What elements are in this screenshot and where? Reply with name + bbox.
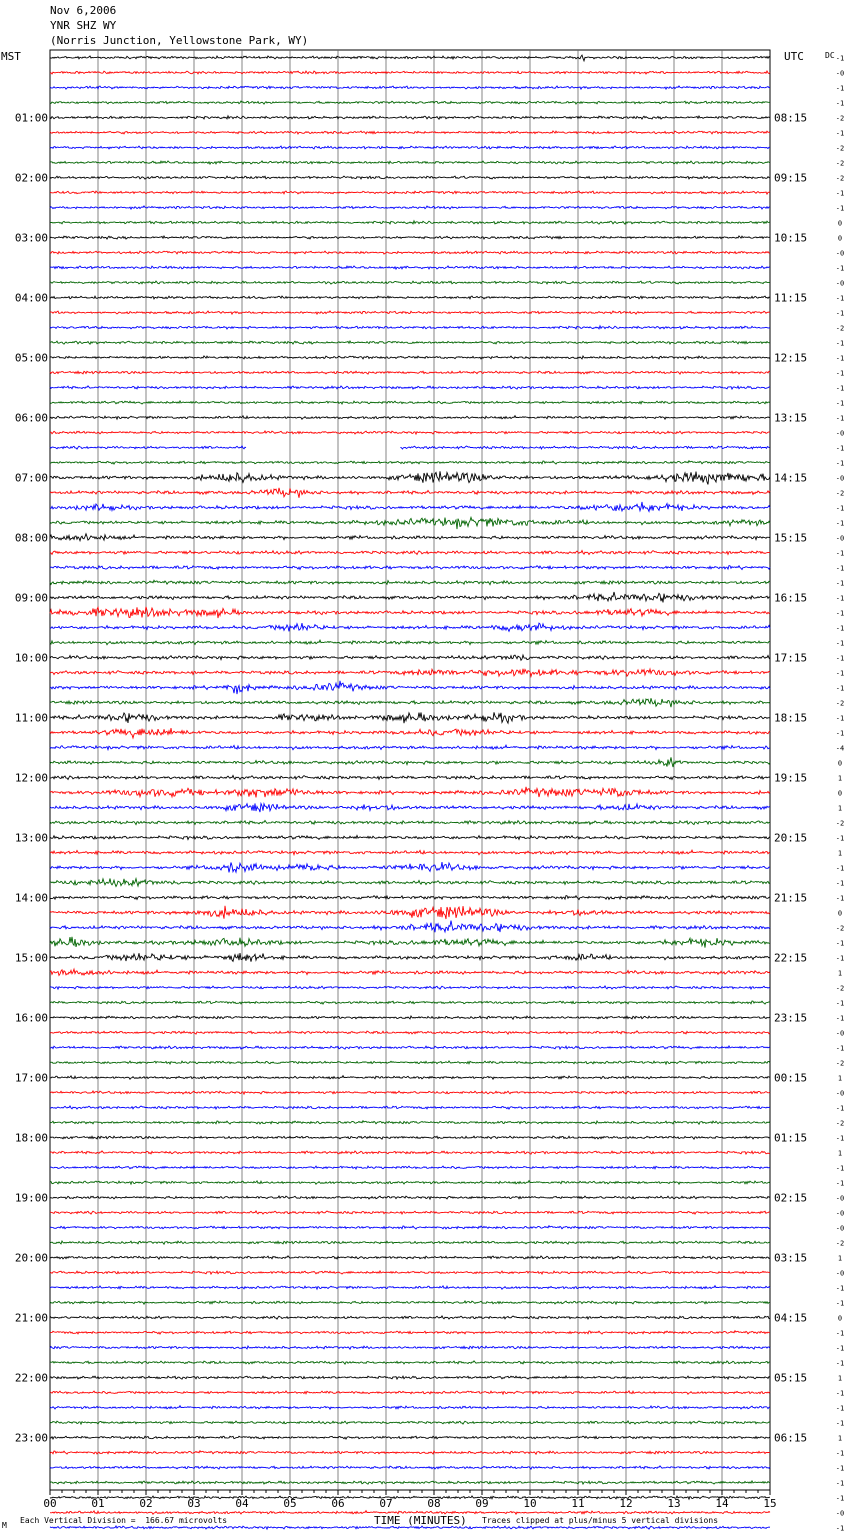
dc-offset-label: 0: [837, 219, 843, 228]
seismic-trace: [50, 1106, 770, 1109]
seismic-trace: [50, 221, 770, 224]
dc-offset-label: -1: [835, 1014, 845, 1023]
dc-offset-label: 1: [837, 804, 843, 813]
utc-hour-label: 00:15: [774, 1071, 808, 1085]
seismic-trace: [50, 431, 770, 434]
seismic-trace: [50, 1316, 770, 1319]
mst-hour-label: 20:00: [14, 1251, 48, 1265]
seismic-trace: [50, 757, 770, 767]
footer-mark: M: [2, 1521, 7, 1530]
seismic-trace: [50, 1301, 770, 1304]
seismic-trace: [50, 101, 770, 104]
dc-offset-label: -1: [835, 1359, 845, 1368]
dc-offset-label: -1: [835, 1479, 845, 1488]
seismic-trace: [50, 446, 246, 449]
dc-offset-label: -2: [835, 1059, 845, 1068]
seismic-trace: [50, 236, 770, 239]
mst-hour-label: 04:00: [14, 291, 48, 305]
dc-offset-label: -1: [835, 1464, 845, 1473]
dc-offset-label: -4: [835, 744, 845, 753]
dc-offset-label: -1: [835, 1389, 845, 1398]
seismic-trace: [50, 1466, 770, 1469]
seismic-trace: [50, 471, 770, 484]
dc-offset-label: -2: [835, 174, 845, 183]
seismic-trace: [50, 341, 770, 344]
seismic-trace: [50, 1331, 770, 1334]
seismic-trace: [50, 176, 770, 179]
dc-offset-label: -1: [835, 549, 845, 558]
seismic-trace: [50, 356, 770, 359]
dc-offset-label: 1: [837, 969, 843, 978]
dc-offset-label: -1: [835, 309, 845, 318]
dc-offset-label: -1: [835, 384, 845, 393]
dc-offset-label: -2: [835, 1119, 845, 1128]
dc-offset-label: -1: [835, 594, 845, 603]
utc-hour-label: 23:15: [774, 1011, 808, 1025]
x-tick-label: 01: [91, 1497, 105, 1510]
plot-frame: [50, 50, 770, 1490]
dc-offset-label: 0: [837, 789, 843, 798]
dc-offset-label: -1: [835, 1419, 845, 1428]
dc-offset-label: -1: [835, 1449, 845, 1458]
seismic-trace: [50, 371, 770, 374]
dc-offset-label: -0: [835, 534, 845, 543]
seismic-trace: [50, 1436, 770, 1439]
dc-offset-label: -1: [835, 669, 845, 678]
utc-hour-label: 11:15: [774, 291, 808, 305]
seismic-trace: [50, 1496, 770, 1499]
dc-offset-label: -1: [835, 204, 845, 213]
dc-offset-label: -2: [835, 1239, 845, 1248]
utc-hour-label: 04:15: [774, 1311, 808, 1325]
utc-hour-label: 16:15: [774, 591, 808, 605]
seismic-trace: [50, 906, 770, 919]
utc-hour-label: 20:15: [774, 831, 808, 845]
dc-offset-label: -1: [835, 1104, 845, 1113]
utc-axis-label: UTC: [784, 50, 804, 63]
station-location: (Norris Junction, Yellowstone Park, WY): [50, 34, 309, 47]
x-tick-label: 00: [43, 1497, 57, 1510]
mst-hour-label: 08:00: [14, 531, 48, 545]
seismic-trace: [50, 1451, 770, 1454]
seismic-trace: [50, 836, 770, 840]
scale-note: Each Vertical Division = 166.67 microvolts: [20, 1516, 228, 1525]
mst-hour-label: 01:00: [14, 111, 48, 125]
dc-offset-label: -1: [835, 999, 845, 1008]
x-tick-label: 10: [523, 1497, 537, 1510]
seismic-trace: [50, 712, 770, 723]
mst-hour-label: 06:00: [14, 411, 48, 425]
dc-offset-label: -1: [835, 444, 845, 453]
seismic-trace: [50, 55, 770, 61]
seismic-trace: [50, 550, 770, 554]
mst-hour-label: 18:00: [14, 1131, 48, 1145]
dc-offset-label: -1: [835, 639, 845, 648]
seismic-trace: [50, 1211, 770, 1214]
seismic-trace: [50, 296, 770, 299]
seismic-trace: [50, 1001, 770, 1004]
seismic-trace: [50, 1031, 770, 1034]
x-tick-label: 14: [715, 1497, 729, 1510]
utc-hour-label: 03:15: [774, 1251, 808, 1265]
dc-offset-label: 1: [837, 849, 843, 858]
seismic-trace: [50, 1286, 770, 1290]
dc-offset-label: -0: [835, 69, 845, 78]
seismic-trace: [50, 592, 770, 602]
seismic-trace: [50, 607, 770, 618]
seismic-trace: [50, 953, 770, 962]
seismic-trace: [50, 502, 770, 511]
dc-offset-label: -2: [835, 489, 845, 498]
mst-hour-label: 22:00: [14, 1371, 48, 1385]
utc-hour-label: 06:15: [774, 1431, 808, 1445]
utc-hour-label: 05:15: [774, 1371, 808, 1385]
utc-hour-label: 21:15: [774, 891, 808, 905]
dc-offset-label: -1: [835, 1524, 845, 1533]
dc-offset-label: -1: [835, 1494, 845, 1503]
seismic-trace: [50, 191, 770, 194]
seismic-trace: [50, 1406, 770, 1409]
seismic-trace: [50, 1151, 770, 1154]
dc-offset-label: -1: [835, 1179, 845, 1188]
mst-hour-label: 07:00: [14, 471, 48, 485]
seismic-trace: [50, 161, 770, 164]
dc-offset-label: -0: [835, 429, 845, 438]
seismic-trace: [50, 1226, 770, 1229]
seismic-trace: [50, 850, 770, 855]
utc-hour-label: 13:15: [774, 411, 808, 425]
seismic-trace: [50, 1256, 770, 1259]
dc-offset-label: -1: [835, 864, 845, 873]
dc-offset-label: -1: [835, 264, 845, 273]
seismic-trace: [50, 1391, 770, 1394]
dc-offset-label: -1: [835, 354, 845, 363]
dc-offset-label: -0: [835, 1509, 845, 1518]
dc-offset-label: -1: [835, 1329, 845, 1338]
x-axis-title: TIME (MINUTES): [374, 1514, 467, 1527]
seismic-trace: [50, 1136, 770, 1139]
seismic-trace: [50, 1376, 770, 1379]
x-tick-label: 09: [475, 1497, 489, 1510]
seismic-trace: [50, 775, 770, 779]
station-date: Nov 6,2006: [50, 4, 117, 17]
dc-offset-label: -1: [835, 414, 845, 423]
dc-offset-label: -1: [835, 84, 845, 93]
seismic-trace: [50, 416, 770, 420]
seismic-trace: [50, 1166, 770, 1169]
x-tick-label: 07: [379, 1497, 393, 1510]
seismic-trace: [50, 937, 770, 948]
seismic-trace: [50, 1076, 770, 1080]
x-tick-label: 05: [283, 1497, 297, 1510]
mst-hour-label: 21:00: [14, 1311, 48, 1325]
seismic-trace: [50, 921, 770, 933]
utc-hour-label: 08:15: [774, 111, 808, 125]
x-tick-label: 03: [187, 1497, 201, 1510]
dc-offset-label: 1: [837, 774, 843, 783]
dc-offset-label: 0: [837, 234, 843, 243]
mst-hour-label: 17:00: [14, 1071, 48, 1085]
mst-hour-label: 23:00: [14, 1431, 48, 1445]
mst-hour-label: 13:00: [14, 831, 48, 845]
seismic-trace: [50, 820, 770, 824]
seismic-trace: [50, 1271, 770, 1274]
dc-offset-label: -1: [835, 1164, 845, 1173]
seismic-trace: [50, 517, 770, 529]
seismic-trace: [50, 1196, 770, 1199]
mst-hour-label: 15:00: [14, 951, 48, 965]
x-tick-label: 04: [235, 1497, 249, 1510]
dc-offset-label: -1: [835, 54, 845, 63]
seismic-trace: [50, 206, 770, 209]
mst-hour-label: 02:00: [14, 171, 48, 185]
seismic-trace: [50, 146, 770, 149]
dc-offset-label: -1: [835, 519, 845, 528]
dc-offset-label: 1: [837, 1254, 843, 1263]
dc-offset-label: -0: [835, 1089, 845, 1098]
seismic-trace: [50, 1061, 770, 1064]
seismic-trace: [50, 986, 770, 989]
seismic-trace: [50, 1361, 770, 1364]
seismic-trace: [50, 1421, 770, 1424]
dc-offset-label: -1: [835, 189, 845, 198]
seismic-trace: [50, 281, 770, 284]
seismic-trace: [50, 655, 770, 660]
dc-offset-label: -1: [835, 339, 845, 348]
utc-hour-label: 19:15: [774, 771, 808, 785]
mst-hour-label: 10:00: [14, 651, 48, 665]
dc-offset-label: 1: [837, 1434, 843, 1443]
clip-note: Traces clipped at plus/minus 5 vertical divisions: [482, 1516, 719, 1525]
dc-offset-label: -0: [835, 1269, 845, 1278]
dc-offset-label: -1: [835, 714, 845, 723]
seismic-trace: [400, 446, 769, 449]
x-tick-label: 08: [427, 1497, 441, 1510]
dc-offset-label: 1: [837, 1149, 843, 1158]
seismic-trace: [50, 131, 770, 134]
dc-offset-label: -1: [835, 564, 845, 573]
station-code: YNR SHZ WY: [50, 19, 117, 32]
mst-hour-label: 19:00: [14, 1191, 48, 1205]
seismic-trace: [50, 326, 770, 329]
seismic-trace: [50, 862, 770, 872]
utc-hour-label: 12:15: [774, 351, 808, 365]
mst-hour-label: 03:00: [14, 231, 48, 245]
dc-offset-label: -1: [835, 894, 845, 903]
seismic-trace: [50, 251, 770, 254]
dc-offset-label: -1: [835, 1344, 845, 1353]
utc-hour-label: 10:15: [774, 231, 808, 245]
dc-offset-label: -1: [835, 834, 845, 843]
seismic-trace: [50, 728, 770, 738]
seismic-trace: [50, 623, 770, 631]
x-tick-label: 13: [667, 1497, 681, 1510]
seismic-trace: [50, 681, 770, 694]
dc-offset-label: -1: [835, 729, 845, 738]
utc-hour-label: 22:15: [774, 951, 808, 965]
dc-offset-label: -2: [835, 324, 845, 333]
dc-offset-label: 0: [837, 909, 843, 918]
x-tick-label: 06: [331, 1497, 345, 1510]
x-tick-label: 12: [619, 1497, 633, 1510]
dc-offset-label: -2: [835, 984, 845, 993]
utc-hour-label: 18:15: [774, 711, 808, 725]
dc-offset-label: 0: [837, 1314, 843, 1323]
seismic-trace: [50, 311, 770, 314]
seismic-trace: [50, 401, 770, 404]
dc-offset-label: -0: [835, 474, 845, 483]
seismic-trace: [50, 1046, 770, 1049]
dc-offset-label: -1: [835, 459, 845, 468]
seismic-trace: [50, 534, 770, 541]
dc-offset-label: -1: [835, 954, 845, 963]
seismic-trace: [50, 71, 770, 74]
utc-hour-label: 14:15: [774, 471, 808, 485]
seismic-trace: [50, 640, 770, 645]
dc-offset-label: -1: [835, 99, 845, 108]
seismic-trace: [50, 745, 770, 750]
dc-offset-label: -2: [835, 114, 845, 123]
mst-axis-label: MST: [1, 50, 21, 63]
utc-hour-label: 15:15: [774, 531, 808, 545]
seismic-trace: [50, 1091, 770, 1094]
mst-hour-label: 11:00: [14, 711, 48, 725]
dc-offset-label: -2: [835, 144, 845, 153]
dc-offset-label: -1: [835, 399, 845, 408]
dc-offset-label: -1: [835, 1044, 845, 1053]
dc-offset-label: -1: [835, 879, 845, 888]
dc-offset-label: -2: [835, 159, 845, 168]
utc-hour-label: 02:15: [774, 1191, 808, 1205]
dc-offset-label: -1: [835, 624, 845, 633]
dc-offset-label: -0: [835, 1224, 845, 1233]
dc-offset-label: -1: [835, 1134, 845, 1143]
seismic-trace: [50, 969, 770, 975]
utc-hour-label: 09:15: [774, 171, 808, 185]
x-tick-label: 15: [763, 1497, 777, 1510]
dc-offset-label: 1: [837, 1374, 843, 1383]
mst-hour-label: 12:00: [14, 771, 48, 785]
dc-offset-label: -2: [835, 819, 845, 828]
seismic-trace: [50, 669, 770, 677]
seismic-trace: [50, 266, 770, 269]
seismic-trace: [50, 1181, 770, 1185]
seismic-trace: [50, 1481, 770, 1484]
dc-offset-label: -1: [835, 1284, 845, 1293]
seismic-trace: [50, 580, 770, 584]
mst-hour-label: 09:00: [14, 591, 48, 605]
x-tick-label: 11: [571, 1497, 585, 1510]
dc-offset-label: 0: [837, 759, 843, 768]
dc-offset-label: -0: [835, 279, 845, 288]
seismic-trace: [50, 488, 770, 498]
dc-offset-label: -1: [835, 504, 845, 513]
seismic-trace: [50, 698, 770, 707]
dc-offset-label: -1: [835, 129, 845, 138]
mst-hour-label: 14:00: [14, 891, 48, 905]
seismic-trace: [50, 1016, 770, 1019]
seismic-trace: [50, 116, 770, 119]
dc-offset-label: -0: [835, 249, 845, 258]
dc-offset-label: -1: [835, 939, 845, 948]
dc-offset-label: -0: [835, 1209, 845, 1218]
utc-hour-label: 17:15: [774, 651, 808, 665]
dc-label: DC: [825, 51, 835, 60]
seismic-trace: [50, 566, 770, 570]
dc-offset-label: 1: [837, 1074, 843, 1083]
dc-offset-label: -1: [835, 654, 845, 663]
dc-offset-label: -1: [835, 609, 845, 618]
mst-hour-label: 05:00: [14, 351, 48, 365]
dc-offset-label: -1: [835, 1404, 845, 1413]
dc-offset-label: -1: [835, 684, 845, 693]
seismic-trace: [50, 803, 770, 812]
seismic-trace: [50, 1346, 770, 1349]
dc-offset-label: -0: [835, 1194, 845, 1203]
seismic-trace: [50, 386, 770, 389]
dc-offset-label: -1: [835, 294, 845, 303]
dc-offset-label: -0: [835, 1029, 845, 1038]
mst-hour-label: 16:00: [14, 1011, 48, 1025]
dc-offset-label: -2: [835, 699, 845, 708]
seismic-trace: [50, 895, 770, 899]
seismic-trace: [50, 461, 770, 464]
seismic-trace: [50, 86, 770, 89]
utc-hour-label: 01:15: [774, 1131, 808, 1145]
seismic-trace: [50, 1241, 770, 1244]
seismic-trace: [50, 878, 770, 886]
dc-offset-label: -1: [835, 1299, 845, 1308]
dc-offset-label: -2: [835, 924, 845, 933]
dc-offset-label: -1: [835, 579, 845, 588]
seismic-trace: [50, 787, 770, 798]
x-tick-label: 02: [139, 1497, 153, 1510]
dc-offset-label: -1: [835, 369, 845, 378]
seismic-trace: [50, 1121, 770, 1124]
